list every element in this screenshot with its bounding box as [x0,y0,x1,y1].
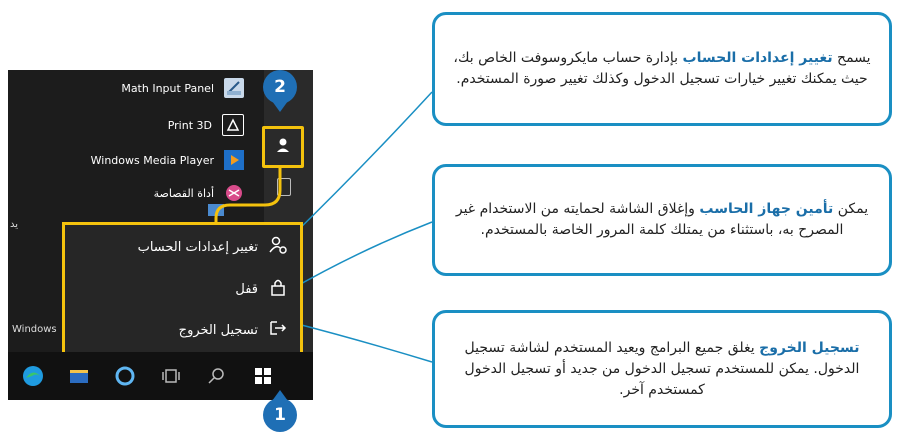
app-label: Math Input Panel [121,81,214,95]
callout-rest: وإغلاق الشاشة لحمايته من الاستخدام غير المصرح به، باستثناء من يمتلك كلمة المرور الخاصة بالمستخدم. [455,201,844,238]
callout-rest: يغلق جميع البرامج ويعيد المستخدم لشاشة تسجيل الدخول. يمكن للمستخدم تسجيل الدخول من جديد أو تسجيل الدخول كمستخدم آخر. [464,339,860,398]
step-badge-1: 1 [263,398,297,432]
callout-prefix: يسمح [837,50,871,66]
windows-label: Windows [12,324,57,335]
partial-menu-text: يد [10,219,19,230]
app-label: Windows Media Player [90,153,214,167]
menu-item-label: تسجيل الخروج [178,322,258,338]
callout-prefix: يمكن [837,201,869,217]
callout-bold: تأمين جهاز الحاسب [699,201,834,217]
callout-bold: تسجيل الخروج [759,339,860,356]
callout-text [445,199,879,241]
callout-text [445,338,879,401]
app-label: أداة القصاصة [153,186,214,200]
menu-item-label: تغيير إعدادات الحساب [137,239,258,255]
callout-account-settings [432,12,892,126]
callout-lock [432,164,892,276]
step-badge-2: 2 [263,70,297,104]
menu-item-label: قفل [235,281,258,297]
callout-sign-out [432,310,892,428]
callout-text [445,48,879,90]
callout-bold: تغيير إعدادات الحساب [682,50,833,66]
callout-rest: بإدارة حساب مايكروسوفت الخاص بك، حيث يمكنك تغيير خيارات تسجيل الدخول وكذلك تغيير صورة المستخدم. [453,50,868,87]
app-label: Print 3D [167,118,212,132]
